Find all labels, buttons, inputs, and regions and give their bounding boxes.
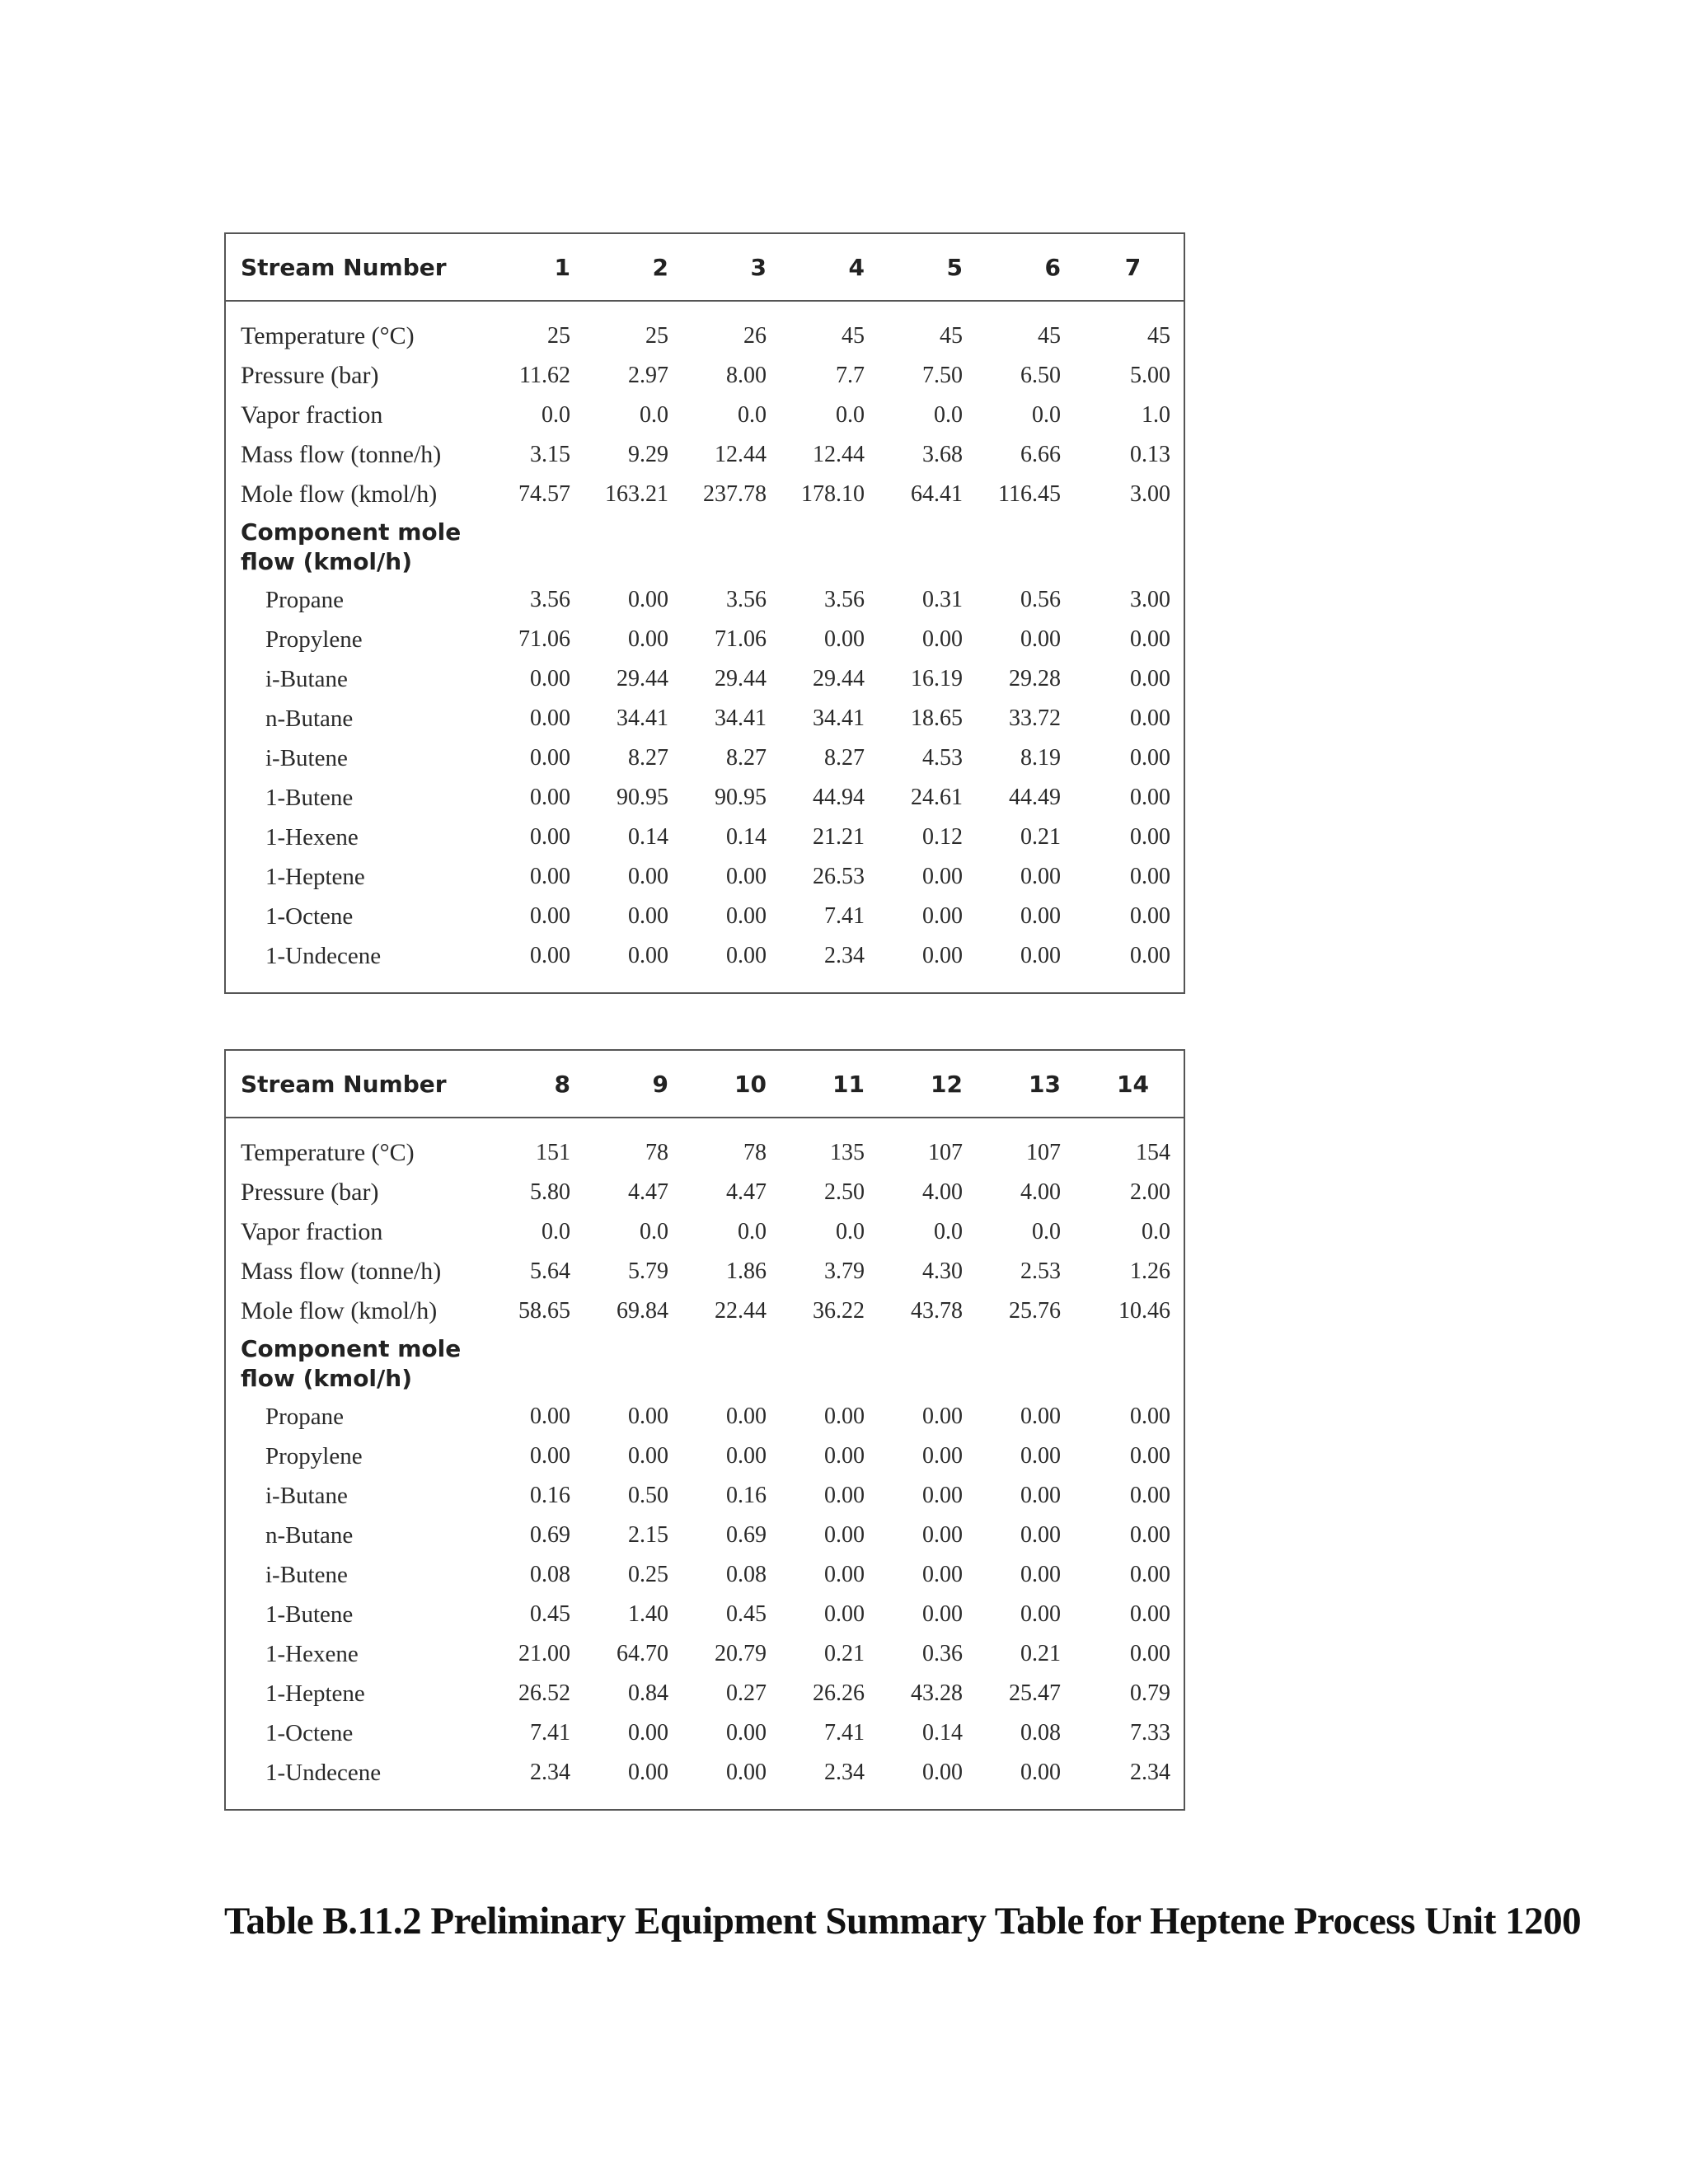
component-value: 0.00 — [922, 626, 963, 652]
component-value: 0.00 — [1130, 1522, 1170, 1548]
stream-number-cell: 10 — [690, 1050, 788, 1118]
property-value: 64.41 — [911, 481, 963, 507]
component-value: 24.61 — [911, 785, 963, 810]
property-value: 43.78 — [911, 1298, 963, 1324]
property-value: 45 — [842, 323, 865, 349]
property-value: 2.97 — [628, 363, 668, 388]
property-label: Temperature (°C) — [241, 322, 415, 349]
component-value: 0.00 — [922, 1404, 963, 1429]
component-value: 8.27 — [726, 745, 767, 771]
component-value: 0.79 — [1130, 1680, 1170, 1706]
stream-number-header: Stream Number — [225, 233, 494, 301]
component-value: 4.53 — [922, 745, 963, 771]
component-row — [225, 1516, 1184, 1555]
component-value: 18.65 — [911, 705, 963, 731]
property-row — [225, 1212, 1184, 1252]
component-label: i-Butene — [265, 744, 348, 771]
property-value: 0.0 — [1032, 1219, 1061, 1244]
property-value: 3.68 — [922, 442, 963, 467]
property-value: 3.15 — [530, 442, 570, 467]
property-value: 11.62 — [519, 363, 570, 388]
component-value: 29.28 — [1009, 666, 1061, 691]
component-value: 0.14 — [628, 824, 668, 850]
property-value: 135 — [830, 1140, 865, 1165]
component-value: 0.45 — [726, 1601, 767, 1627]
component-value: 2.34 — [824, 943, 865, 968]
component-row — [225, 936, 1184, 993]
component-value: 0.00 — [1020, 1404, 1061, 1429]
component-value: 0.00 — [922, 1562, 963, 1587]
property-value: 4.47 — [726, 1179, 767, 1205]
component-label: 1-Octene — [265, 902, 354, 930]
property-value: 0.0 — [738, 402, 767, 428]
property-value: 74.57 — [518, 481, 570, 507]
stream-number-cell: 8 — [494, 1050, 592, 1118]
component-label: Propane — [265, 1403, 345, 1430]
component-label: 1-Butene — [265, 784, 354, 811]
component-value: 0.00 — [1020, 626, 1061, 652]
component-row — [225, 738, 1184, 778]
component-value: 0.21 — [1020, 1641, 1061, 1666]
property-value: 2.53 — [1020, 1258, 1061, 1284]
component-value: 0.00 — [1130, 1601, 1170, 1627]
property-value: 7.7 — [836, 363, 865, 388]
stream-number-cell: 9 — [592, 1050, 690, 1118]
component-value: 0.16 — [726, 1483, 767, 1508]
component-value: 0.00 — [1130, 903, 1170, 929]
component-value: 0.00 — [1130, 1404, 1170, 1429]
property-value: 26 — [743, 323, 767, 349]
property-value: 0.0 — [836, 1219, 865, 1244]
component-section-row — [225, 1331, 1184, 1397]
property-value: 151 — [536, 1140, 570, 1165]
property-value: 0.0 — [934, 1219, 963, 1244]
property-row — [225, 1252, 1184, 1291]
component-value: 1.40 — [628, 1601, 668, 1627]
component-value: 0.00 — [1020, 864, 1061, 889]
component-value: 0.08 — [726, 1562, 767, 1587]
component-value: 0.00 — [922, 943, 963, 968]
stream-number-cell: 4 — [788, 233, 886, 301]
property-value: 0.0 — [738, 1219, 767, 1244]
component-value: 0.69 — [726, 1522, 767, 1548]
property-value: 1.86 — [726, 1258, 767, 1284]
component-value: 44.49 — [1009, 785, 1061, 810]
component-value: 0.00 — [1130, 626, 1170, 652]
property-value: 6.50 — [1020, 363, 1061, 388]
component-value: 0.08 — [1020, 1720, 1061, 1746]
property-value: 45 — [1038, 323, 1061, 349]
table-caption: Table B.11.2 Preliminary Equipment Summary Table for Heptene Process Unit 1200 — [224, 1900, 1582, 1943]
component-value: 20.79 — [715, 1641, 767, 1666]
component-row — [225, 897, 1184, 936]
property-value: 12.44 — [813, 442, 865, 467]
component-value: 0.36 — [922, 1641, 963, 1666]
property-value: 5.00 — [1130, 363, 1170, 388]
component-value: 26.26 — [813, 1680, 865, 1706]
component-value: 90.95 — [715, 785, 767, 810]
property-label: Pressure (bar) — [241, 362, 379, 389]
property-value: 5.80 — [530, 1179, 570, 1205]
property-value: 2.50 — [824, 1179, 865, 1205]
component-value: 0.00 — [1130, 745, 1170, 771]
component-label: 1-Heptene — [265, 1680, 365, 1707]
property-value: 116.45 — [998, 481, 1061, 507]
component-value: 7.41 — [824, 1720, 865, 1746]
component-row — [225, 1436, 1184, 1476]
component-row — [225, 1476, 1184, 1516]
property-row — [225, 301, 1184, 356]
property-value: 25 — [645, 323, 668, 349]
component-value: 33.72 — [1009, 705, 1061, 731]
component-label: Propane — [265, 586, 345, 613]
stream-number-cell: 11 — [788, 1050, 886, 1118]
property-value: 45 — [1147, 323, 1170, 349]
component-label: n-Butane — [265, 1521, 354, 1549]
component-row — [225, 1674, 1184, 1713]
section-spacer — [494, 514, 1184, 580]
component-value: 0.56 — [1020, 587, 1061, 612]
stream-number-cell: 5 — [886, 233, 984, 301]
stream-number-cell: 14 — [1082, 1050, 1184, 1118]
component-value: 2.34 — [530, 1760, 570, 1785]
property-row — [225, 1291, 1184, 1331]
component-value: 0.00 — [726, 1404, 767, 1429]
component-value: 0.14 — [726, 824, 767, 850]
component-section-label: Component mole flow (kmol/h) — [241, 1335, 462, 1392]
property-value: 4.47 — [628, 1179, 668, 1205]
property-value: 12.44 — [715, 442, 767, 467]
stream-number-cell: 6 — [984, 233, 1082, 301]
component-value: 0.00 — [530, 705, 570, 731]
component-value: 7.33 — [1130, 1720, 1170, 1746]
component-value: 0.00 — [530, 785, 570, 810]
component-value: 43.28 — [911, 1680, 963, 1706]
component-label: 1-Undecene — [265, 942, 382, 969]
component-label: 1-Heptene — [265, 863, 365, 890]
component-value: 0.00 — [628, 1443, 668, 1469]
component-value: 0.00 — [726, 943, 767, 968]
stream-number-cell: 2 — [592, 233, 690, 301]
property-value: 69.84 — [617, 1298, 668, 1324]
component-value: 3.56 — [824, 587, 865, 612]
component-label: Propylene — [265, 1442, 363, 1469]
component-value: 29.44 — [617, 666, 668, 691]
component-value: 90.95 — [617, 785, 668, 810]
component-value: 0.00 — [1020, 1601, 1061, 1627]
property-value: 78 — [645, 1140, 668, 1165]
component-value: 0.00 — [1130, 666, 1170, 691]
property-label: Pressure (bar) — [241, 1179, 379, 1206]
property-value: 22.44 — [715, 1298, 767, 1324]
property-label: Temperature (°C) — [241, 1139, 415, 1166]
property-row — [225, 396, 1184, 435]
component-value: 0.00 — [1130, 943, 1170, 968]
property-value: 3.00 — [1130, 481, 1170, 507]
property-value: 1.26 — [1130, 1258, 1170, 1284]
component-value: 0.00 — [824, 1601, 865, 1627]
property-label: Vapor fraction — [241, 1218, 383, 1245]
component-value: 0.25 — [628, 1562, 668, 1587]
component-value: 16.19 — [911, 666, 963, 691]
component-value: 34.41 — [715, 705, 767, 731]
component-row — [225, 699, 1184, 738]
component-value: 0.00 — [824, 626, 865, 652]
component-value: 25.47 — [1009, 1680, 1061, 1706]
property-value: 0.0 — [640, 402, 668, 428]
component-value: 0.00 — [1020, 1522, 1061, 1548]
component-value: 64.70 — [617, 1641, 668, 1666]
component-value: 0.00 — [824, 1522, 865, 1548]
component-value: 0.00 — [1020, 1562, 1061, 1587]
component-value: 0.00 — [726, 1443, 767, 1469]
component-value: 0.21 — [1020, 824, 1061, 850]
component-value: 0.00 — [726, 1760, 767, 1785]
component-value: 0.00 — [824, 1404, 865, 1429]
component-value: 3.56 — [530, 587, 570, 612]
property-value: 36.22 — [813, 1298, 865, 1324]
component-value: 0.84 — [628, 1680, 668, 1706]
property-label: Mole flow (kmol/h) — [241, 1297, 438, 1324]
component-label: 1-Undecene — [265, 1759, 382, 1786]
component-label: i-Butane — [265, 665, 348, 692]
component-value: 0.00 — [1020, 1443, 1061, 1469]
component-value: 0.00 — [824, 1483, 865, 1508]
stream-number-header: Stream Number — [225, 1050, 494, 1118]
property-row — [225, 475, 1184, 514]
component-row — [225, 857, 1184, 897]
component-value: 0.00 — [922, 1443, 963, 1469]
component-value: 0.00 — [1130, 705, 1170, 731]
stream-number-cell: 1 — [494, 233, 592, 301]
section-spacer — [494, 1331, 1184, 1397]
component-value: 0.12 — [922, 824, 963, 850]
property-row — [225, 356, 1184, 396]
stream-number-cell: 3 — [690, 233, 788, 301]
component-value: 0.00 — [628, 943, 668, 968]
component-row — [225, 778, 1184, 818]
component-value: 0.00 — [1020, 1760, 1061, 1785]
component-value: 8.19 — [1020, 745, 1061, 771]
component-value: 0.00 — [530, 903, 570, 929]
property-value: 25 — [547, 323, 570, 349]
component-value: 26.52 — [518, 1680, 570, 1706]
property-value: 237.78 — [703, 481, 767, 507]
property-value: 7.50 — [922, 363, 963, 388]
component-value: 8.27 — [824, 745, 865, 771]
component-value: 0.00 — [1130, 1641, 1170, 1666]
component-value: 0.00 — [726, 1720, 767, 1746]
property-value: 4.30 — [922, 1258, 963, 1284]
property-value: 0.0 — [1142, 1219, 1170, 1244]
property-value: 78 — [743, 1140, 767, 1165]
property-value: 8.00 — [726, 363, 767, 388]
component-value: 0.69 — [530, 1522, 570, 1548]
property-value: 0.0 — [542, 402, 570, 428]
component-value: 0.00 — [628, 626, 668, 652]
component-value: 0.00 — [1130, 1562, 1170, 1587]
table-header-row — [225, 1050, 1184, 1118]
component-value: 0.00 — [1020, 943, 1061, 968]
property-value: 163.21 — [605, 481, 668, 507]
component-value: 0.00 — [530, 943, 570, 968]
property-value: 4.00 — [922, 1179, 963, 1205]
property-value: 6.66 — [1020, 442, 1061, 467]
component-value: 0.00 — [1130, 824, 1170, 850]
stream-number-cell: 7 — [1082, 233, 1184, 301]
component-value: 0.00 — [530, 824, 570, 850]
component-value: 7.41 — [530, 1720, 570, 1746]
stream-table-2 — [224, 1049, 1185, 1811]
component-row — [225, 1634, 1184, 1674]
property-value: 0.13 — [1130, 442, 1170, 467]
component-value: 29.44 — [715, 666, 767, 691]
property-value: 25.76 — [1009, 1298, 1061, 1324]
component-label: 1-Octene — [265, 1719, 354, 1746]
component-label: i-Butane — [265, 1482, 348, 1509]
component-row — [225, 818, 1184, 857]
component-value: 71.06 — [518, 626, 570, 652]
component-value: 0.00 — [628, 1760, 668, 1785]
component-value: 0.00 — [922, 1601, 963, 1627]
property-row — [225, 1173, 1184, 1212]
property-value: 178.10 — [801, 481, 865, 507]
component-section-label: Component mole flow (kmol/h) — [241, 518, 462, 575]
property-label: Mass flow (tonne/h) — [241, 441, 442, 468]
property-label: Vapor fraction — [241, 401, 383, 429]
property-value: 0.0 — [542, 1219, 570, 1244]
component-value: 0.00 — [922, 1483, 963, 1508]
property-value: 58.65 — [518, 1298, 570, 1324]
component-value: 29.44 — [813, 666, 865, 691]
property-label: Mole flow (kmol/h) — [241, 480, 438, 508]
property-value: 0.0 — [836, 402, 865, 428]
component-value: 0.00 — [628, 864, 668, 889]
component-value: 0.00 — [530, 745, 570, 771]
property-value: 5.79 — [628, 1258, 668, 1284]
component-label: n-Butane — [265, 705, 354, 732]
component-label: 1-Hexene — [265, 1640, 359, 1667]
component-value: 2.34 — [1130, 1760, 1170, 1785]
property-value: 1.0 — [1142, 402, 1170, 428]
stream-number-cell: 12 — [886, 1050, 984, 1118]
property-value: 4.00 — [1020, 1179, 1061, 1205]
component-value: 0.00 — [530, 864, 570, 889]
component-value: 0.31 — [922, 587, 963, 612]
component-section-row — [225, 514, 1184, 580]
component-value: 8.27 — [628, 745, 668, 771]
component-value: 0.27 — [726, 1680, 767, 1706]
component-value: 0.21 — [824, 1641, 865, 1666]
component-row — [225, 1713, 1184, 1753]
component-value: 21.21 — [813, 824, 865, 850]
component-value: 0.08 — [530, 1562, 570, 1587]
component-value: 0.00 — [922, 1522, 963, 1548]
component-row — [225, 580, 1184, 620]
component-row — [225, 620, 1184, 659]
property-value: 154 — [1136, 1140, 1170, 1165]
component-value: 0.00 — [530, 666, 570, 691]
property-row — [225, 435, 1184, 475]
component-label: Propylene — [265, 626, 363, 653]
component-value: 0.00 — [1130, 1483, 1170, 1508]
component-value: 0.00 — [726, 903, 767, 929]
component-value: 2.34 — [824, 1760, 865, 1785]
component-value: 34.41 — [617, 705, 668, 731]
property-value: 0.0 — [640, 1219, 668, 1244]
component-value: 44.94 — [813, 785, 865, 810]
component-value: 21.00 — [518, 1641, 570, 1666]
property-value: 0.0 — [1032, 402, 1061, 428]
property-value: 107 — [928, 1140, 963, 1165]
component-value: 3.00 — [1130, 587, 1170, 612]
component-value: 0.00 — [1130, 864, 1170, 889]
component-value: 0.00 — [726, 864, 767, 889]
stream-table-1 — [224, 232, 1185, 994]
component-label: 1-Hexene — [265, 823, 359, 851]
table-header-row — [225, 233, 1184, 301]
component-label: i-Butene — [265, 1561, 348, 1588]
component-value: 34.41 — [813, 705, 865, 731]
component-value: 0.45 — [530, 1601, 570, 1627]
component-value: 0.00 — [922, 864, 963, 889]
component-value: 0.00 — [628, 903, 668, 929]
component-value: 2.15 — [628, 1522, 668, 1548]
property-value: 0.0 — [934, 402, 963, 428]
property-label: Mass flow (tonne/h) — [241, 1258, 442, 1285]
property-value: 5.64 — [530, 1258, 570, 1284]
property-row — [225, 1118, 1184, 1173]
component-value: 0.00 — [530, 1443, 570, 1469]
component-row — [225, 1753, 1184, 1810]
component-value: 0.00 — [628, 1720, 668, 1746]
component-value: 0.00 — [922, 1760, 963, 1785]
component-row — [225, 1555, 1184, 1595]
component-label: 1-Butene — [265, 1601, 354, 1628]
component-value: 0.16 — [530, 1483, 570, 1508]
property-value: 9.29 — [628, 442, 668, 467]
component-value: 7.41 — [824, 903, 865, 929]
component-value: 0.00 — [628, 587, 668, 612]
component-value: 71.06 — [715, 626, 767, 652]
component-value: 0.00 — [530, 1404, 570, 1429]
component-value: 0.00 — [628, 1404, 668, 1429]
component-value: 0.00 — [824, 1562, 865, 1587]
property-value: 3.79 — [824, 1258, 865, 1284]
component-value: 0.00 — [922, 903, 963, 929]
component-value: 26.53 — [813, 864, 865, 889]
component-value: 0.00 — [824, 1443, 865, 1469]
property-value: 45 — [940, 323, 963, 349]
component-row — [225, 659, 1184, 699]
component-value: 0.00 — [1130, 1443, 1170, 1469]
component-value: 0.14 — [922, 1720, 963, 1746]
stream-number-cell: 13 — [984, 1050, 1082, 1118]
component-value: 0.00 — [1020, 1483, 1061, 1508]
component-value: 0.00 — [1130, 785, 1170, 810]
component-value: 3.56 — [726, 587, 767, 612]
property-value: 2.00 — [1130, 1179, 1170, 1205]
component-row — [225, 1595, 1184, 1634]
component-row — [225, 1397, 1184, 1436]
component-value: 0.00 — [1020, 903, 1061, 929]
property-value: 10.46 — [1118, 1298, 1170, 1324]
component-value: 0.50 — [628, 1483, 668, 1508]
property-value: 107 — [1026, 1140, 1061, 1165]
